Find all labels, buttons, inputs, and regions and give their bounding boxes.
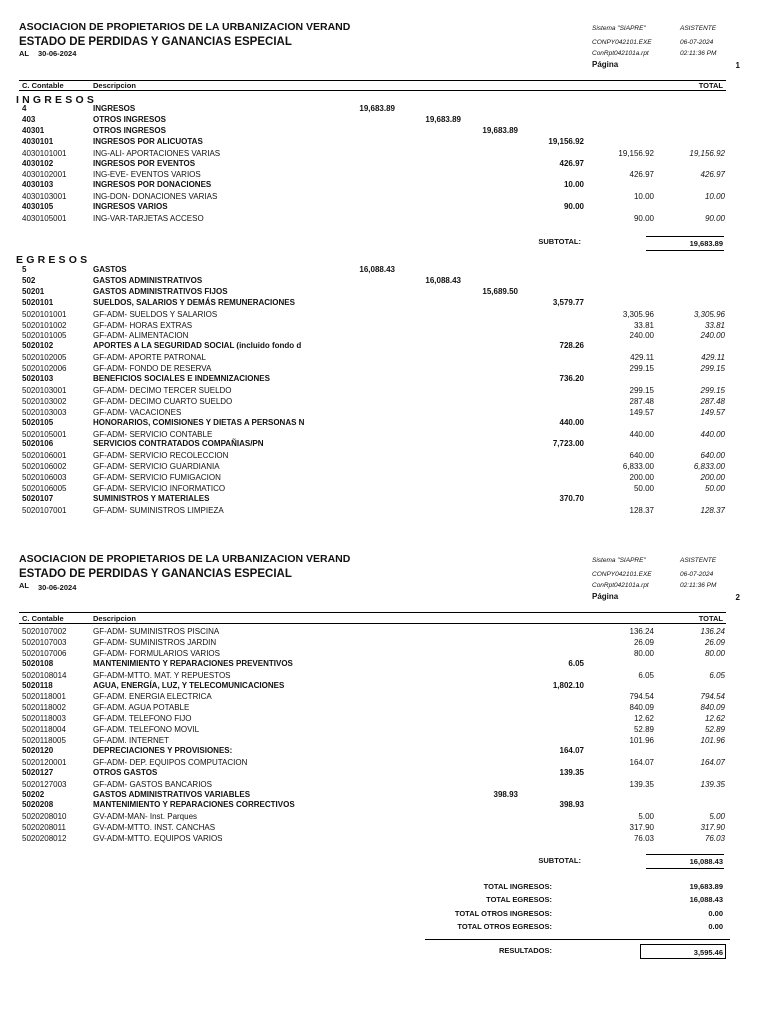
col-total-header: TOTAL xyxy=(698,81,723,90)
table-row xyxy=(0,714,768,725)
page-label: Página xyxy=(592,60,619,69)
account-amount: 101.96 xyxy=(629,736,654,745)
section-egresos: EGRESOS xyxy=(16,254,91,266)
subtotal-rule xyxy=(646,250,724,251)
table-row xyxy=(0,627,768,638)
account-description: GF-ADM. ENERGIA ELECTRICA xyxy=(93,692,212,702)
account-amount: 736.20 xyxy=(559,374,584,383)
account-code: 4030105001 xyxy=(22,214,67,223)
account-total: 80.00 xyxy=(704,648,725,658)
print-date: 06-07-2024 xyxy=(680,39,714,46)
table-row xyxy=(0,180,768,191)
col-desc-header: Descripcion xyxy=(93,81,136,90)
account-description: GF-ADM- FORMULARIOS VARIOS xyxy=(93,648,220,658)
account-description: GF-ADM. TELEFONO FIJO xyxy=(93,714,192,724)
ingresos-subtotal-value: 19,683.89 xyxy=(689,239,723,248)
account-code: 4030105 xyxy=(22,202,54,212)
account-amount: 50.00 xyxy=(633,484,654,493)
table-row xyxy=(0,834,768,845)
account-amount: 240.00 xyxy=(629,331,654,341)
account-code: 5020120 xyxy=(22,745,54,755)
account-amount: 426.97 xyxy=(629,170,654,180)
account-code: 5020103001 xyxy=(22,385,67,395)
account-code: 5020102005 xyxy=(22,353,67,363)
account-amount: 15,689.50 xyxy=(482,286,518,296)
account-amount: 90.00 xyxy=(563,202,584,212)
org-name: ASOCIACION DE PROPIETARIOS DE LA URBANIZACION VERAND xyxy=(19,21,351,33)
account-code: 5020208010 xyxy=(22,812,67,822)
account-amount: 76.03 xyxy=(633,834,654,844)
account-description: MANTENIMIENTO Y REPARACIONES PREVENTIVOS xyxy=(93,658,293,668)
table-row xyxy=(0,310,768,321)
egresos-subtotal-label: SUBTOTAL: xyxy=(538,856,581,865)
account-code: 5020107 xyxy=(22,493,54,503)
account-amount: 3,305.96 xyxy=(622,309,654,319)
account-amount: 90.00 xyxy=(633,214,654,223)
egresos-subtotal-value: 16,088.43 xyxy=(689,857,723,866)
account-amount: 16,088.43 xyxy=(359,265,395,274)
subtotal-rule xyxy=(646,236,724,237)
account-description: INGRESOS POR EVENTOS xyxy=(93,158,196,168)
account-code: 5020101002 xyxy=(22,320,67,330)
account-total: 240.00 xyxy=(700,331,725,341)
account-code: 5020101 xyxy=(22,297,54,307)
table-row xyxy=(0,800,768,811)
account-description: SUELDOS, SALARIOS Y DEMÁS REMUNERACIONES xyxy=(93,297,295,307)
account-amount: 149.57 xyxy=(629,407,654,417)
account-total: 76.03 xyxy=(704,834,725,844)
summary-rule xyxy=(425,939,730,940)
account-description: GF-ADM- VACACIONES xyxy=(93,407,182,417)
account-amount: 429.11 xyxy=(630,353,654,363)
account-total: 3,305.96 xyxy=(693,309,725,319)
table-row xyxy=(0,462,768,473)
account-description: GF-ADM- DECIMO CUARTO SUELDO xyxy=(93,396,233,406)
account-description: INGRESOS xyxy=(93,104,136,113)
summary-value: 16,088.43 xyxy=(689,895,723,905)
account-total: 10.00 xyxy=(704,192,725,202)
table-row xyxy=(0,137,768,148)
account-code: 40301 xyxy=(22,125,45,135)
program-label: CONPY042101.EXE xyxy=(592,39,652,46)
account-amount: 52.89 xyxy=(633,725,654,735)
account-code: 5020106 xyxy=(22,439,54,449)
account-amount: 19,683.89 xyxy=(425,114,461,124)
account-description: AGUA, ENERGÍA, LUZ, Y TELECOMUNICACIONES xyxy=(93,680,285,690)
account-total: 426.97 xyxy=(700,170,725,180)
account-total: 5.00 xyxy=(709,812,725,822)
table-row xyxy=(0,703,768,714)
report-title: ESTADO DE PERDIDAS Y GANANCIAS ESPECIAL xyxy=(19,36,292,48)
table-row xyxy=(0,638,768,649)
table-row xyxy=(0,341,768,352)
report-file: ConRpt042101a.rpt xyxy=(592,50,649,57)
org-name: ASOCIACION DE PROPIETARIOS DE LA URBANIZACION VERAND xyxy=(19,553,351,565)
table-row xyxy=(0,681,768,692)
account-description: GF-ADM- ALIMENTACION xyxy=(93,331,189,341)
account-amount: 33.81 xyxy=(633,320,654,330)
account-amount: 164.07 xyxy=(559,745,584,755)
account-description: GF-ADM- SUMINISTROS JARDIN xyxy=(93,637,217,647)
account-total: 101.96 xyxy=(700,736,725,745)
table-row xyxy=(0,725,768,736)
account-amount: 6.05 xyxy=(638,670,654,680)
account-amount: 3,579.77 xyxy=(552,297,584,307)
col-code-header: C. Contable xyxy=(22,81,64,90)
account-code: 5020106005 xyxy=(22,484,67,493)
account-description: DEPRECIACIONES Y PROVISIONES: xyxy=(93,745,233,755)
summary-label: TOTAL INGRESOS: xyxy=(483,882,552,891)
account-total: 317.90 xyxy=(700,823,725,833)
account-total: 200.00 xyxy=(700,473,725,483)
account-code: 5020118005 xyxy=(22,736,66,745)
account-amount: 128.37 xyxy=(629,505,654,515)
account-description: SERVICIOS CONTRATADOS COMPAÑIAS/PN xyxy=(93,439,264,449)
account-total: 440.00 xyxy=(700,429,725,439)
account-description: GF-ADM- SERVICIO FUMIGACION xyxy=(93,473,221,483)
account-total: 164.07 xyxy=(700,757,725,767)
account-code: 5020208011 xyxy=(22,823,66,833)
account-amount: 640.00 xyxy=(629,451,654,461)
table-row xyxy=(0,506,768,517)
account-total: 299.15 xyxy=(700,364,725,374)
table-row xyxy=(0,823,768,834)
subtotal-rule xyxy=(646,868,724,869)
account-description: MANTENIMIENTO Y REPARACIONES CORRECTIVOS xyxy=(93,800,295,810)
account-amount: 10.00 xyxy=(563,180,584,190)
account-description: GF-ADM- FONDO DE RESERVA xyxy=(93,364,212,374)
print-time: 02:11:36 PM xyxy=(680,582,717,589)
table-row xyxy=(0,397,768,408)
account-amount: 6,833.00 xyxy=(622,462,654,472)
account-total: 139.35 xyxy=(700,779,725,789)
account-amount: 7,723.00 xyxy=(552,439,584,449)
account-total: 12.62 xyxy=(704,714,725,724)
account-code: 5020208 xyxy=(22,800,54,810)
account-code: 5020103003 xyxy=(22,407,67,417)
account-code: 5020106001 xyxy=(22,451,67,461)
table-row xyxy=(0,692,768,703)
report-date: 30-06-2024 xyxy=(38,49,77,58)
account-amount: 10.00 xyxy=(633,192,654,202)
account-code: 5020107006 xyxy=(22,648,67,658)
summary-label: TOTAL OTROS INGRESOS: xyxy=(454,908,552,918)
table-row xyxy=(0,159,768,170)
account-amount: 26.09 xyxy=(633,637,654,647)
account-code: 5020103 xyxy=(22,374,54,383)
account-amount: 164.07 xyxy=(629,757,654,767)
account-description: GF-ADM- DECIMO TERCER SUELDO xyxy=(93,385,232,395)
account-total: 299.15 xyxy=(700,385,725,395)
account-description: INGRESOS POR DONACIONES xyxy=(93,180,212,190)
al-label: AL xyxy=(19,49,29,58)
account-total: 90.00 xyxy=(704,214,725,223)
account-description: GF-ADM- SERVICIO CONTABLE xyxy=(93,429,213,439)
account-amount: 6.05 xyxy=(568,658,584,668)
account-code: 5020127003 xyxy=(22,779,67,789)
account-code: 5020208012 xyxy=(22,834,67,844)
account-code: 502 xyxy=(22,275,36,285)
account-code: 5020101005 xyxy=(22,331,67,341)
account-description: GF-ADM-MTTO. MAT. Y REPUESTOS xyxy=(93,670,231,680)
account-code: 5020106003 xyxy=(22,473,67,483)
table-row xyxy=(0,104,768,115)
account-amount: 440.00 xyxy=(559,417,584,427)
account-code: 4 xyxy=(22,104,27,113)
page-number: 1 xyxy=(735,61,740,70)
table-row xyxy=(0,202,768,213)
page-number: 2 xyxy=(735,593,740,602)
account-description: GASTOS ADMINISTRATIVOS VARIABLES xyxy=(93,789,251,799)
col-code-header: C. Contable xyxy=(22,614,64,623)
account-description: BENEFICIOS SOCIALES E INDEMNIZACIONES xyxy=(93,374,270,383)
account-description: GF-ADM- DEP. EQUIPOS COMPUTACION xyxy=(93,757,248,767)
subtotal-rule xyxy=(646,854,724,855)
sistema-label: Sistema "SIAPRE" xyxy=(592,25,646,32)
account-description: GF-ADM- SERVICIO GUARDIANIA xyxy=(93,462,220,472)
account-amount: 426.97 xyxy=(559,158,584,168)
account-description: GV-ADM-MAN- Inst. Parques xyxy=(93,812,198,822)
table-row xyxy=(0,386,768,397)
table-row xyxy=(0,768,768,779)
account-code: 5020107002 xyxy=(22,627,67,636)
report-title: ESTADO DE PERDIDAS Y GANANCIAS ESPECIAL xyxy=(19,568,292,580)
account-total: 794.54 xyxy=(700,692,725,702)
table-row xyxy=(0,214,768,225)
account-code: 5020102006 xyxy=(22,364,67,374)
account-total: 149.57 xyxy=(700,407,725,417)
col-total-header: TOTAL xyxy=(698,614,723,623)
account-amount: 728.26 xyxy=(559,341,584,351)
account-description: GASTOS ADMINISTRATIVOS FIJOS xyxy=(93,286,228,296)
summary-label: TOTAL OTROS EGRESOS: xyxy=(457,921,552,931)
account-amount: 287.48 xyxy=(629,396,654,406)
table-row xyxy=(0,439,768,450)
account-description: GASTOS xyxy=(93,265,127,274)
account-amount: 440.00 xyxy=(629,429,654,439)
account-code: 50201 xyxy=(22,286,45,296)
account-description: ING-ALI- APORTACIONES VARIAS xyxy=(93,148,221,158)
account-description: INGRESOS POR ALICUOTAS xyxy=(93,136,203,146)
account-code: 5020108 xyxy=(22,658,54,668)
account-amount: 139.35 xyxy=(559,767,584,777)
user-label: ASISTENTE xyxy=(680,25,717,32)
account-amount: 16,088.43 xyxy=(425,275,461,285)
account-amount: 299.15 xyxy=(629,385,654,395)
header-rule-bottom xyxy=(19,623,726,624)
table-row xyxy=(0,298,768,309)
account-total: 840.09 xyxy=(700,703,725,713)
result-value: 3,595.46 xyxy=(693,948,723,957)
account-description: GF-ADM- HORAS EXTRAS xyxy=(93,320,193,330)
account-amount: 80.00 xyxy=(633,648,654,658)
account-amount: 299.15 xyxy=(629,364,654,374)
account-description: SUMINISTROS Y MATERIALES xyxy=(93,493,210,503)
account-total: 26.09 xyxy=(704,637,725,647)
header-rule-bottom xyxy=(19,90,726,91)
account-code: 4030103 xyxy=(22,180,54,190)
account-code: 5020120001 xyxy=(22,757,67,767)
account-description: INGRESOS VARIOS xyxy=(93,202,168,212)
account-description: APORTES A LA SEGURIDAD SOCIAL (incluido fondo d xyxy=(93,341,302,351)
account-code: 5020127 xyxy=(22,767,54,777)
account-code: 4030102001 xyxy=(22,170,67,180)
report-file: ConRpt042101a.rpt xyxy=(592,582,649,589)
account-code: 5020105 xyxy=(22,417,54,427)
account-amount: 12.62 xyxy=(633,714,654,724)
account-description: GF-ADM- SUELDOS Y SALARIOS xyxy=(93,309,218,319)
account-description: GF-ADM- SUMINISTROS PISCINA xyxy=(93,627,220,636)
account-total: 429.11 xyxy=(701,353,725,363)
account-total: 6,833.00 xyxy=(693,462,725,472)
account-description: GF-ADM- APORTE PATRONAL xyxy=(93,353,206,363)
account-description: ING-DON- DONACIONES VARIAS xyxy=(93,192,218,202)
col-desc-header: Descripcion xyxy=(93,614,136,623)
account-code: 5020101001 xyxy=(22,309,67,319)
account-total: 136.24 xyxy=(700,627,725,636)
result-label: RESULTADOS: xyxy=(498,946,552,955)
account-amount: 398.93 xyxy=(493,789,518,799)
account-description: GV-ADM-MTTO. EQUIPOS VARIOS xyxy=(93,834,223,844)
account-description: GF-ADM. AGUA POTABLE xyxy=(93,703,190,713)
account-code: 5020107003 xyxy=(22,637,67,647)
account-amount: 1,802.10 xyxy=(552,680,584,690)
account-total: 19,156.92 xyxy=(689,148,725,158)
table-row xyxy=(0,494,768,505)
table-row xyxy=(0,473,768,484)
account-amount: 840.09 xyxy=(629,703,654,713)
page-label: Página xyxy=(592,592,619,601)
account-code: 5020118002 xyxy=(22,703,66,713)
account-code: 5020118003 xyxy=(22,714,66,724)
program-label: CONPY042101.EXE xyxy=(592,571,652,578)
account-description: OTROS GASTOS xyxy=(93,767,158,777)
account-description: GF-ADM. INTERNET xyxy=(93,736,169,745)
account-description: ING-EVE- EVENTOS VARIOS xyxy=(93,170,201,180)
account-amount: 370.70 xyxy=(559,493,584,503)
table-row xyxy=(0,265,768,276)
account-amount: 398.93 xyxy=(559,800,584,810)
account-code: 5020102 xyxy=(22,341,54,351)
table-row xyxy=(0,790,768,801)
account-total: 287.48 xyxy=(700,396,725,406)
account-amount: 317.90 xyxy=(629,823,654,833)
account-total: 52.89 xyxy=(704,725,725,735)
account-code: 5020107001 xyxy=(22,505,67,515)
print-date: 06-07-2024 xyxy=(680,571,714,578)
account-code: 4030103001 xyxy=(22,192,67,202)
print-time: 02:11:36 PM xyxy=(680,50,717,57)
account-code: 4030101 xyxy=(22,136,54,146)
summary-value: 19,683.89 xyxy=(689,882,723,891)
account-amount: 139.35 xyxy=(629,779,654,789)
account-total: 50.00 xyxy=(704,484,725,493)
account-code: 5020108014 xyxy=(22,670,67,680)
account-description: GF-ADM- SUMINISTROS LIMPIEZA xyxy=(93,505,224,515)
account-amount: 136.24 xyxy=(629,627,654,636)
account-total: 128.37 xyxy=(700,505,725,515)
table-row xyxy=(0,451,768,462)
user-label: ASISTENTE xyxy=(680,557,717,564)
account-description: GV-ADM-MTTO. INST. CANCHAS xyxy=(93,823,216,833)
table-row xyxy=(0,746,768,757)
account-description: ING-VAR-TARJETAS ACCESO xyxy=(93,214,204,223)
account-code: 5020118001 xyxy=(22,692,66,702)
table-row xyxy=(0,812,768,823)
account-total: 33.81 xyxy=(704,320,725,330)
sistema-label: Sistema "SIAPRE" xyxy=(592,557,646,564)
table-row xyxy=(0,276,768,287)
account-description: OTROS INGRESOS xyxy=(93,125,166,135)
account-description: HONORARIOS, COMISIONES Y DIETAS A PERSONAS N xyxy=(93,417,305,427)
summary-label: TOTAL EGRESOS: xyxy=(486,895,552,905)
table-row xyxy=(0,418,768,429)
account-amount: 5.00 xyxy=(638,812,654,822)
section-ingresos: INGRESOS xyxy=(16,94,98,106)
table-row xyxy=(0,321,768,332)
account-code: 5020105001 xyxy=(22,429,67,439)
summary-value: 0.00 xyxy=(708,908,723,918)
summary-value: 0.00 xyxy=(708,921,723,931)
account-description: GF-ADM- SERVICIO INFORMATICO xyxy=(93,484,226,493)
account-amount: 200.00 xyxy=(629,473,654,483)
ingresos-subtotal-label: SUBTOTAL: xyxy=(538,237,581,246)
account-code: 50202 xyxy=(22,789,45,799)
account-description: GASTOS ADMINISTRATIVOS xyxy=(93,275,203,285)
account-total: 6.05 xyxy=(709,670,725,680)
account-code: 5020118 xyxy=(22,680,53,690)
account-code: 5020106002 xyxy=(22,462,67,472)
account-amount: 19,156.92 xyxy=(548,136,584,146)
report-date: 30-06-2024 xyxy=(38,583,77,592)
table-row xyxy=(0,353,768,364)
al-label: AL xyxy=(19,581,29,590)
account-code: 403 xyxy=(22,114,36,124)
account-code: 4030102 xyxy=(22,158,54,168)
account-description: GF-ADM- SERVICIO RECOLECCION xyxy=(93,451,229,461)
header-rule-top xyxy=(19,612,726,613)
table-row xyxy=(0,115,768,126)
account-amount: 19,156.92 xyxy=(618,148,654,158)
account-code: 5020103002 xyxy=(22,396,67,406)
table-row xyxy=(0,126,768,137)
table-row xyxy=(0,659,768,670)
table-row xyxy=(0,374,768,385)
account-amount: 794.54 xyxy=(629,692,654,702)
account-code: 5 xyxy=(22,265,27,274)
table-row xyxy=(0,287,768,298)
account-code: 5020118004 xyxy=(22,725,66,735)
account-description: GF-ADM- GASTOS BANCARIOS xyxy=(93,779,212,789)
account-total: 640.00 xyxy=(700,451,725,461)
account-code: 4030101001 xyxy=(22,148,67,158)
account-amount: 19,683.89 xyxy=(482,125,518,135)
account-amount: 19,683.89 xyxy=(359,104,395,113)
account-description: OTROS INGRESOS xyxy=(93,114,166,124)
account-description: GF-ADM. TELEFONO MOVIL xyxy=(93,725,200,735)
